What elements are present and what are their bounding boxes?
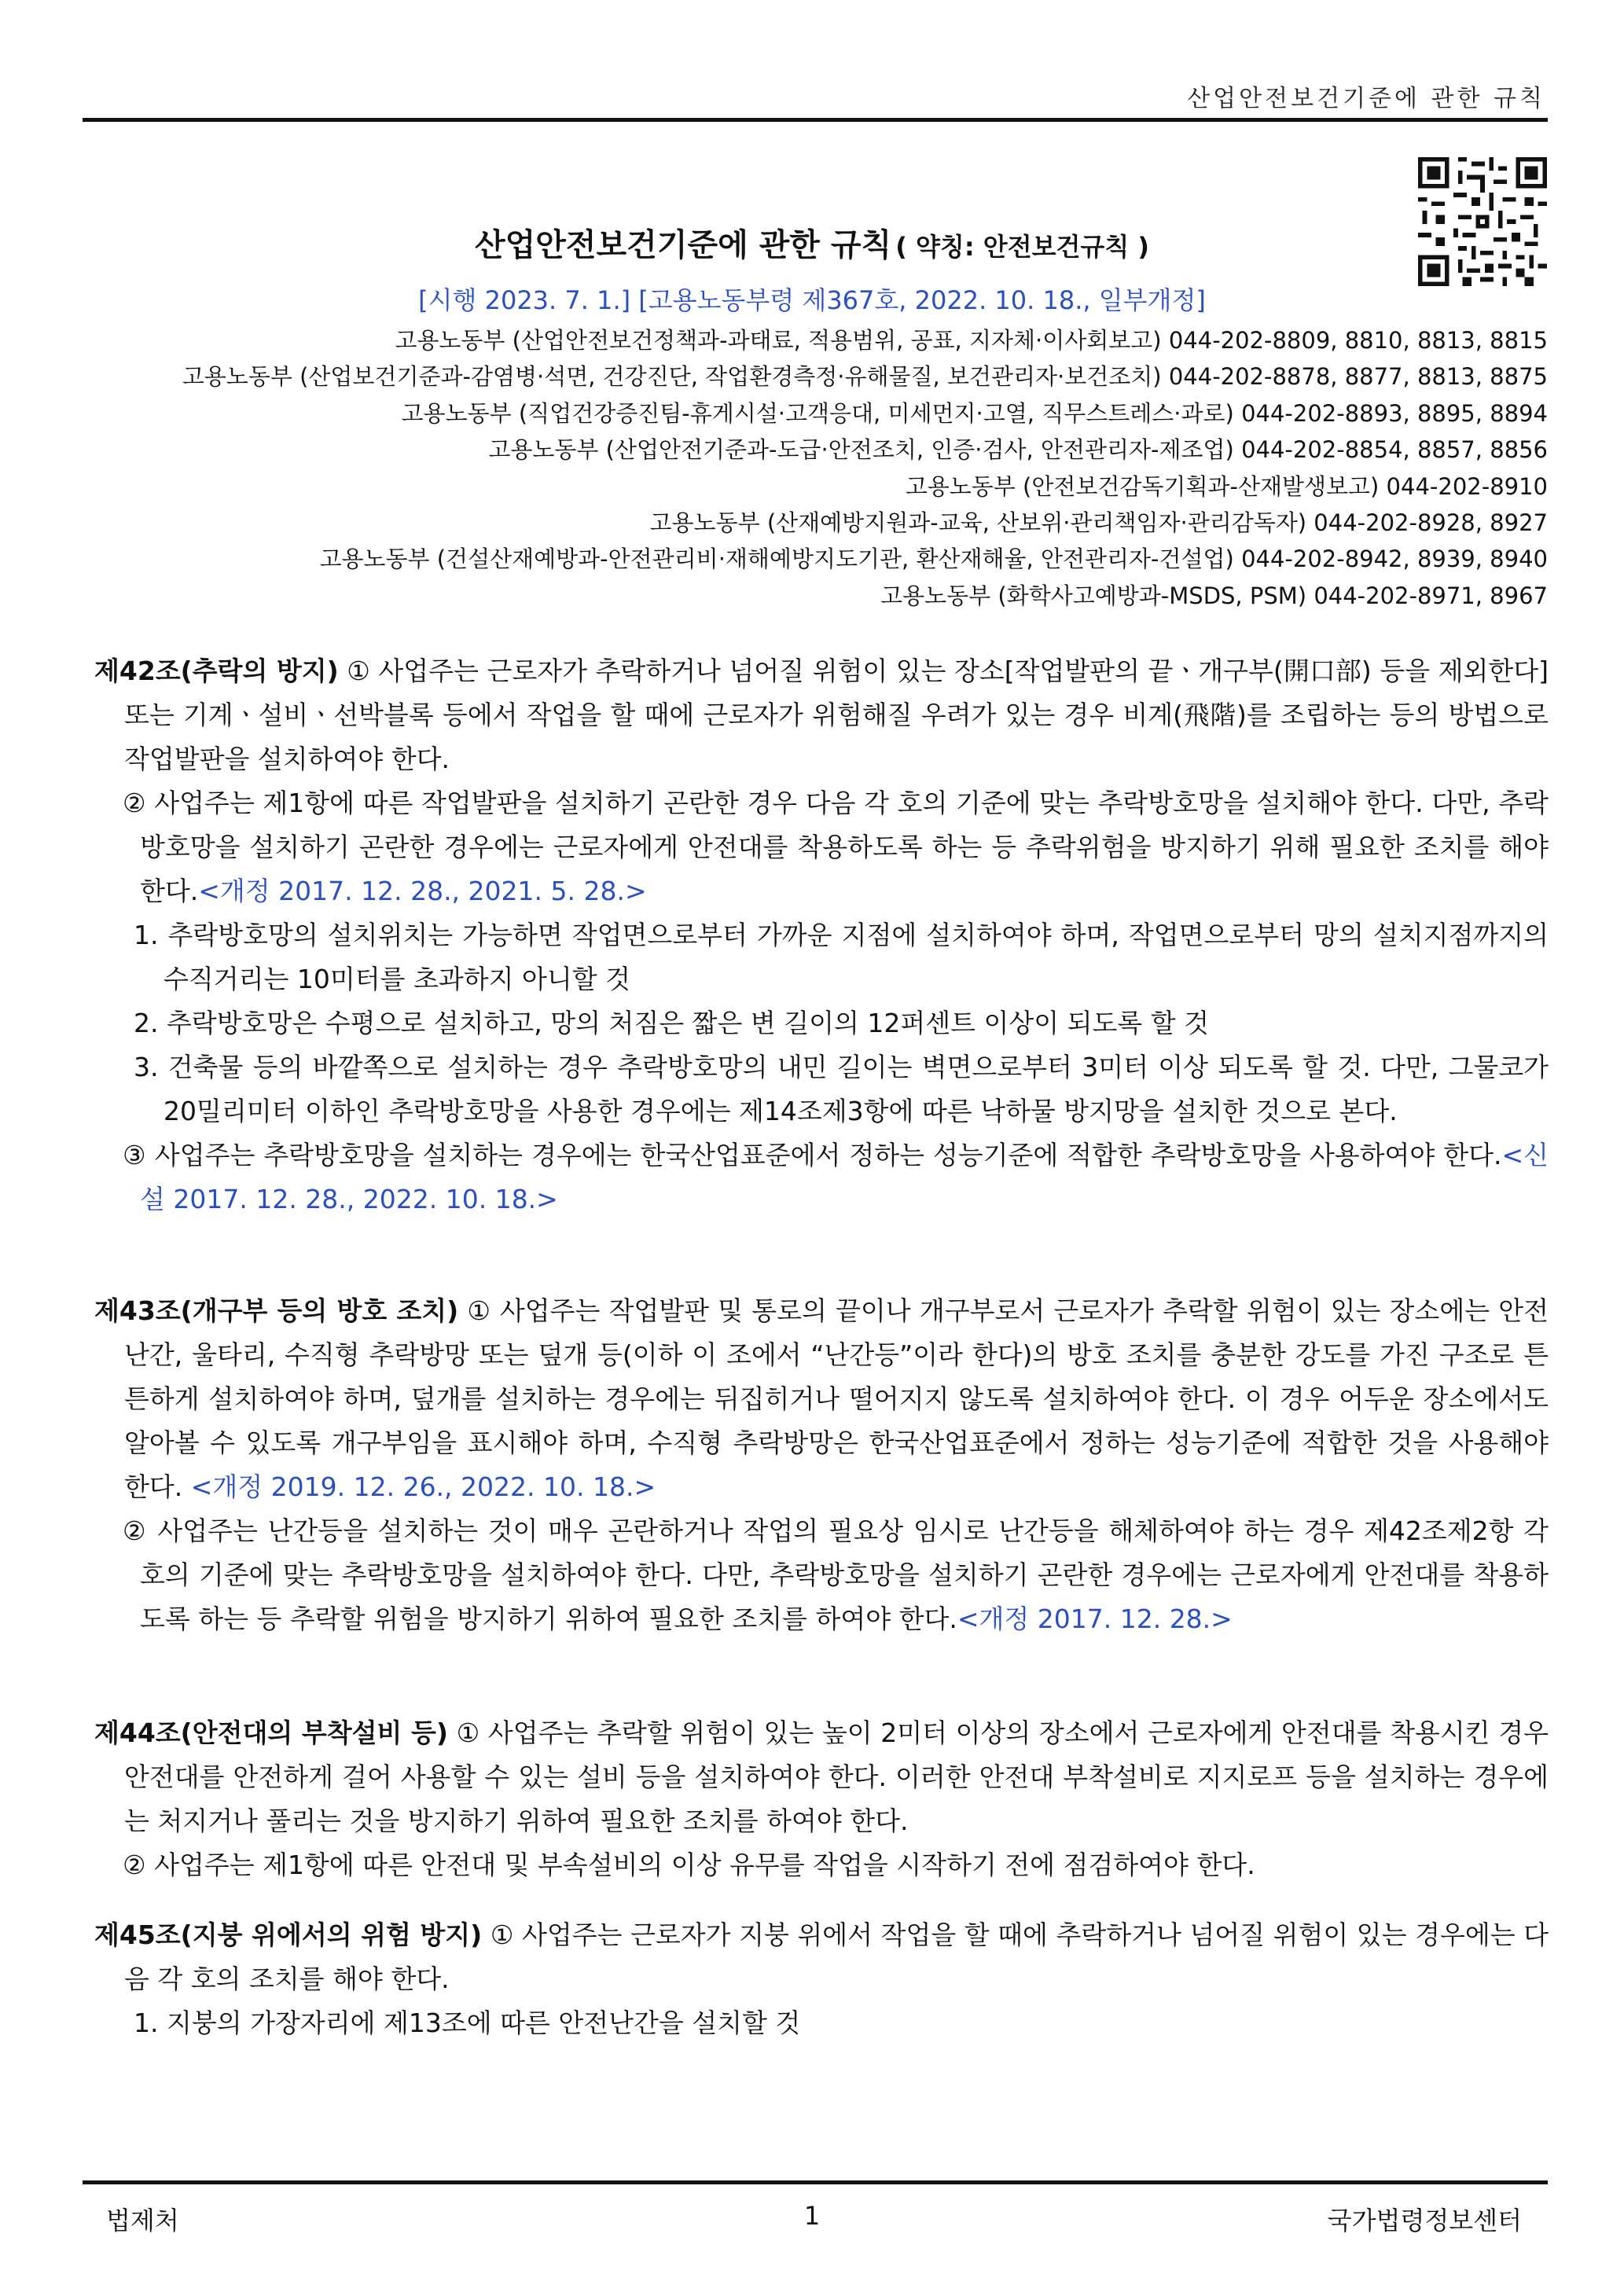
article-45-heading[interactable]: 제45조(지붕 위에서의 위험 방지) <box>94 1919 483 1950</box>
footer-publisher: 국가법령정보센터 <box>1327 2206 1522 2235</box>
header-rule <box>83 118 1548 122</box>
contact-line: 고용노동부 (산업보건기준과-감염병·석면, 건강진단, 작업환경측정·유해물질, 보건관리자·보건조치) 044-202-8878, 8877, 8813, 8875 <box>182 363 1548 391</box>
article-44-paragraph-1: 제44조(안전대의 부착설비 등) ① 사업주는 추락할 위험이 있는 높이 2미터 이상의 장소에서 근로자에게 안전대를 착용시킨 경우 안전대를 안전하게 걸어 사용할 수 있는 설비 등을 설치하여야 한다. 이러한 안전대 부착설비로 지지로프 등을 설치하는 경우에는 처지거나 풀리는 것을 방지하기 위하여 필요한 조치를 하여야 한다. <box>94 1717 1549 1836</box>
footer-source: 법제처 <box>106 2206 179 2235</box>
enforcement-info[interactable]: [시행 2023. 7. 1.] [고용노동부령 제367호, 2022. 10. 18., 일부개정] <box>418 285 1206 315</box>
article-42-paragraph-3: ③ 사업주는 추락방호망을 설치하는 경우에는 한국산업표준에서 정하는 성능기준에 적합한 추락방호망을 사용하여야 한다.<신설 2017. 12. 28., 2022. 10. 18.> <box>123 1140 1549 1214</box>
contact-line: 고용노동부 (산업안전기준과-도급·안전조치, 인증·검사, 안전관리자-제조업) 044-202-8854, 8857, 8856 <box>488 436 1548 464</box>
document-title: 산업안전보건기준에 관한 규칙 <box>474 227 892 263</box>
running-title: 산업안전보건기준에 관한 규칙 <box>1187 85 1545 112</box>
contact-line: 고용노동부 (화학사고예방과-MSDS, PSM) 044-202-8971, 8967 <box>880 582 1548 609</box>
footer-rule <box>83 2180 1548 2184</box>
amendment-link[interactable]: <신설 2017. 12. 28., 2022. 10. 18.> <box>140 1140 1549 1214</box>
contact-line: 고용노동부 (산재예방지원과-교육, 산보위·관리책임자·관리감독자) 044-202-8928, 8927 <box>649 509 1548 537</box>
amendment-link[interactable]: <개정 2019. 12. 26., 2022. 10. 18.> <box>190 1471 656 1502</box>
page-number: 1 <box>803 2201 821 2231</box>
contact-line: 고용노동부 (직업건강증진팀-휴게시설·고객응대, 미세먼지·고열, 직무스트레스·과로) 044-202-8893, 8895, 8894 <box>401 399 1548 427</box>
amendment-link[interactable]: <개정 2017. 12. 28.> <box>957 1604 1233 1634</box>
document-title-block <box>0 220 1624 265</box>
article-42-item-2: 2. 추락방호망은 수평으로 설치하고, 망의 처짐은 짧은 변 길이의 12퍼센트 이상이 되도록 할 것 <box>134 1008 1209 1038</box>
article-43-paragraph-1: 제43조(개구부 등의 방호 조치) ① 사업주는 작업발판 및 통로의 끝이나 개구부로서 근로자가 추락할 위험이 있는 장소에는 안전난간, 울타리, 수직형 추락방망 또는 덮개 등(이하 이 조에서 “난간등”이라 한다)의 방호 조치를 충분한 강도를 가진 구조로 튼튼하게 설치하여야 하며, 덮개를 설치하는 경우에는 뒤집히거나 떨어지지 않도록 설치하여야 한다. 이 경우 어두운 장소에서도 알아볼 수 있도록 개구부임을 표시해야 하며, 수직형 추락방망은 한국산업표준에서 정하는 성능기준에 적합한 것을 사용해야 한다. <개정 2019. 12. 26., 2022. 10. 18.> <box>94 1295 1549 1502</box>
article-42 <box>94 649 1549 1221</box>
article-42-paragraph-2: ② 사업주는 제1항에 따른 작업발판을 설치하기 곤란한 경우 다음 각 호의 기준에 맞는 추락방호망을 설치해야 한다. 다만, 추락방호망을 설치하기 곤란한 경우에는 근로자에게 안전대를 착용하도록 하는 등 추락위험을 방지하기 위해 필요한 조치를 해야 한다.<개정 2017. 12. 28., 2021. 5. 28.> <box>123 788 1549 906</box>
article-42-item-1: 1. 추락방호망의 설치위치는 가능하면 작업면으로부터 가까운 지점에 설치하여야 하며, 작업면으로부터 망의 설치지점까지의 수직거리는 10미터를 초과하지 아니할 것 <box>134 920 1549 994</box>
document-abbreviation: ( 약칭: 안전보건규칙 ) <box>895 232 1150 262</box>
article-43-paragraph-2: ② 사업주는 난간등을 설치하는 것이 매우 곤란하거나 작업의 필요상 임시로 난간등을 해체하여야 하는 경우 제42조제2항 각 호의 기준에 맞는 추락방호망을 설치하여야 한다. 다만, 추락방호망을 설치하기 곤란한 경우에는 근로자에게 안전대를 착용하도록 하는 등 추락할 위험을 방지하기 위하여 필요한 조치를 하여야 한다.<개정 2017. 12. 28.> <box>123 1515 1549 1634</box>
article-45 <box>94 1913 1549 2045</box>
article-42-paragraph-1: 제42조(추락의 방지) ① 사업주는 근로자가 추락하거나 넘어질 위험이 있는 장소[작업발판의 끝ㆍ개구부(開口部) 등을 제외한다]또는 기계ㆍ설비ㆍ선박블록 등에서 작업을 할 때에 근로자가 위험해질 우려가 있는 경우 비계(飛階)를 조립하는 등의 방법으로 작업발판을 설치하여야 한다. <box>94 656 1549 774</box>
article-44 <box>94 1711 1549 1887</box>
article-43 <box>94 1289 1549 1641</box>
article-44-paragraph-2: ② 사업주는 제1항에 따른 안전대 및 부속설비의 이상 유무를 작업을 시작하기 전에 점검하여야 한다. <box>123 1850 1255 1880</box>
amendment-link[interactable]: <개정 2017. 12. 28., 2021. 5. 28.> <box>198 876 647 906</box>
ministry-contacts <box>182 322 1548 614</box>
article-43-heading[interactable]: 제43조(개구부 등의 방호 조치) <box>94 1295 459 1326</box>
article-45-paragraph-1: 제45조(지붕 위에서의 위험 방지) ① 사업주는 근로자가 지붕 위에서 작업을 할 때에 추락하거나 넘어질 위험이 있는 경우에는 다음 각 호의 조치를 해야 한다. <box>94 1919 1549 1994</box>
contact-line: 고용노동부 (산업안전보건정책과-과태료, 적용범위, 공표, 지자체·이사회보고) 044-202-8809, 8810, 8813, 8815 <box>395 327 1548 354</box>
contact-line: 고용노동부 (안전보건감독기획과-산재발생보고) 044-202-8910 <box>905 472 1548 500</box>
article-42-item-3: 3. 건축물 등의 바깥쪽으로 설치하는 경우 추락방호망의 내민 길이는 벽면으로부터 3미터 이상 되도록 할 것. 다만, 그물코가 20밀리미터 이하인 추락방호망을 사용한 경우에는 제14조제3항에 따른 낙하물 방지망을 설치한 것으로 본다. <box>134 1052 1549 1126</box>
contact-line: 고용노동부 (건설산재예방과-안전관리비·재해예방지도기관, 환산재해율, 안전관리자-건설업) 044-202-8942, 8939, 8940 <box>319 546 1548 573</box>
article-45-item-1: 1. 지붕의 가장자리에 제13조에 따른 안전난간을 설치할 것 <box>134 2008 801 2038</box>
article-44-heading[interactable]: 제44조(안전대의 부착설비 등) <box>94 1717 448 1748</box>
article-42-heading[interactable]: 제42조(추락의 방지) <box>94 656 339 686</box>
